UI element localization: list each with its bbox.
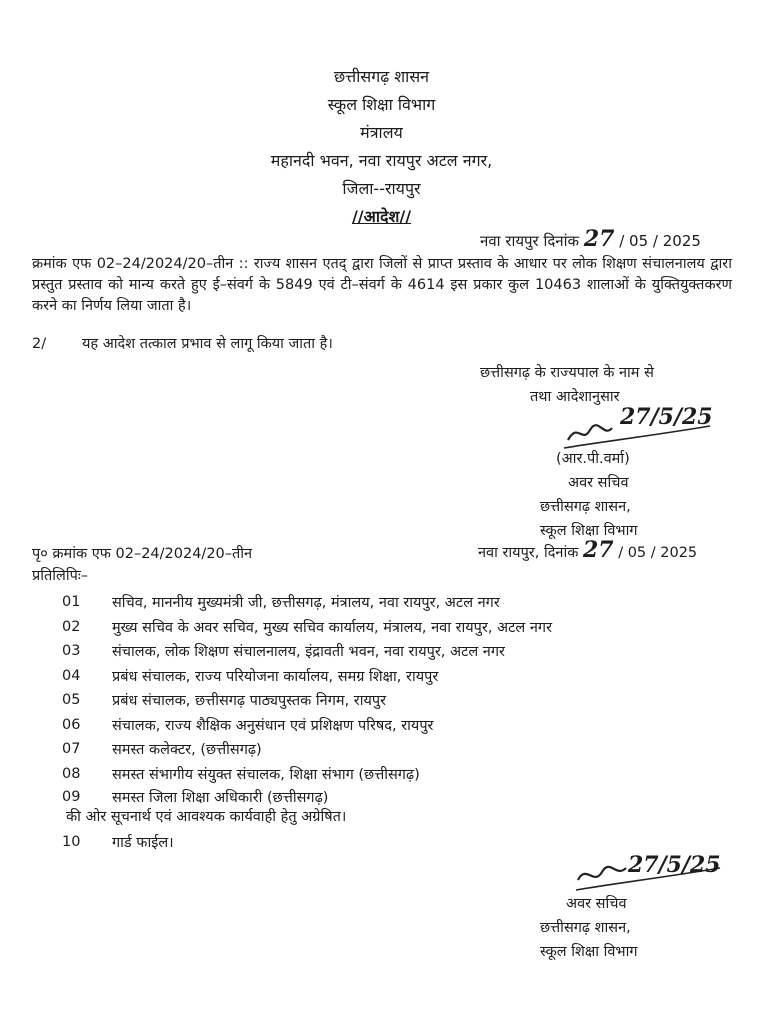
item-10-text: गार्ड फाईल। xyxy=(112,835,174,851)
list-item-number: 09 xyxy=(62,789,81,805)
header-address: महानदी भवन, नवा रायपुर अटल नगर, xyxy=(270,151,493,170)
order-date-rest: / 05 / 2025 xyxy=(619,232,701,250)
list-item: समस्त कलेक्टर, (छत्तीसगढ़) xyxy=(112,742,262,758)
order-date-day: 27 xyxy=(583,226,615,252)
point-2-number: 2/ xyxy=(32,336,47,352)
list-item-number: 01 xyxy=(62,594,81,610)
endorsement-date xyxy=(478,537,698,563)
order-date xyxy=(480,226,701,252)
endorsement-date-rest: / 05 / 2025 xyxy=(618,545,698,561)
list-item-number: 02 xyxy=(62,619,81,635)
order-title: //आदेश// xyxy=(351,207,412,226)
list-item-number: 04 xyxy=(62,668,81,684)
list-item-number: 03 xyxy=(62,643,81,659)
header-ministry: मंत्रालय xyxy=(360,123,403,142)
signatory-2-govt: छत्तीसगढ़ शासन, xyxy=(540,920,631,936)
order-date-prefix: नवा रायपुर दिनांक xyxy=(480,232,580,250)
signature-2-date: 27/5/25 xyxy=(628,852,721,878)
point-2-text: यह आदेश तत्काल प्रभाव से लागू किया जाता है। xyxy=(82,336,333,352)
signatory-2-dept: स्कूल शिक्षा विभाग xyxy=(540,944,638,960)
signatory-dept: स्कूल शिक्षा विभाग xyxy=(540,523,638,539)
list-item: प्रबंध संचालक, राज्य परियोजना कार्यालय, समग्र शिक्षा, रायपुर xyxy=(112,669,439,685)
signature-1-date: 27/5/25 xyxy=(620,404,713,430)
endorsement-number: पृ० क्रमांक एफ 02–24/2024/20–तीन xyxy=(32,546,253,562)
list-item: प्रबंध संचालक, छत्तीसगढ़ पाठ्यपुस्तक निगम, रायपुर xyxy=(112,693,387,709)
forwarded-note: की ओर सूचनार्थ एवं आवश्यक कार्यवाही हेतु अग्रेषित। xyxy=(66,809,347,825)
copy-to-label: प्रतिलिपिः– xyxy=(32,568,89,584)
signatory-govt: छत्तीसगढ़ शासन, xyxy=(540,499,631,515)
list-item: संचालक, राज्य शैक्षिक अनुसंधान एवं प्रशिक्षण परिषद, रायपुर xyxy=(112,718,434,734)
signatory-2-designation: अवर सचिव xyxy=(566,896,627,912)
list-item-number: 07 xyxy=(62,741,81,757)
list-item-number: 08 xyxy=(62,766,81,782)
item-10-number: 10 xyxy=(62,834,81,850)
header-district: जिला--रायपुर xyxy=(342,179,421,198)
list-item: संचालक, लोक शिक्षण संचालनालय, इंद्रावती भवन, नवा रायपुर, अटल नगर xyxy=(112,644,505,660)
signatory-name: (आर.पी.वर्मा) xyxy=(556,451,630,467)
governor-authority-line: छत्तीसगढ़ के राज्यपाल के नाम से xyxy=(480,365,654,381)
list-item: समस्त संभागीय संयुक्त संचालक, शिक्षा संभाग (छत्तीसगढ़) xyxy=(112,767,420,783)
order-body: क्रमांक एफ 02–24/2024/20–तीन :: राज्य शासन एतद् द्वारा जिलों से प्राप्त प्रस्ताव के आधार पर लोक शिक्षण संचालनालय द्वारा प्रस्तुत प्रस्ताव को मान्य करते हुए ई–संवर्ग के 5849 एवं टी–संवर्ग के 4614 इस प्रकार कुल 10463 शालाओं के युक्तियुक्तकरण करने का निर्णय लिया जाता है। xyxy=(32,256,732,314)
endorsement-date-prefix: नवा रायपुर, दिनांक xyxy=(478,545,579,561)
list-item: सचिव, माननीय मुख्यमंत्री जी, छत्तीसगढ़, मंत्रालय, नवा रायपुर, अटल नगर xyxy=(112,595,500,611)
header-department: स्कूल शिक्षा विभाग xyxy=(327,95,436,114)
header-government: छत्तीसगढ़ शासन xyxy=(333,67,430,86)
endorsement-date-day: 27 xyxy=(582,537,614,563)
list-item-number: 05 xyxy=(62,692,81,708)
signatory-designation: अवर सचिव xyxy=(568,475,629,491)
list-item: मुख्य सचिव के अवर सचिव, मुख्य सचिव कार्यालय, मंत्रालय, नवा रायपुर, अटल नगर xyxy=(112,620,553,636)
by-order-line: तथा आदेशानुसार xyxy=(530,389,620,405)
list-item-number: 06 xyxy=(62,717,81,733)
list-item: समस्त जिला शिक्षा अधिकारी (छत्तीसगढ़) xyxy=(112,790,329,806)
